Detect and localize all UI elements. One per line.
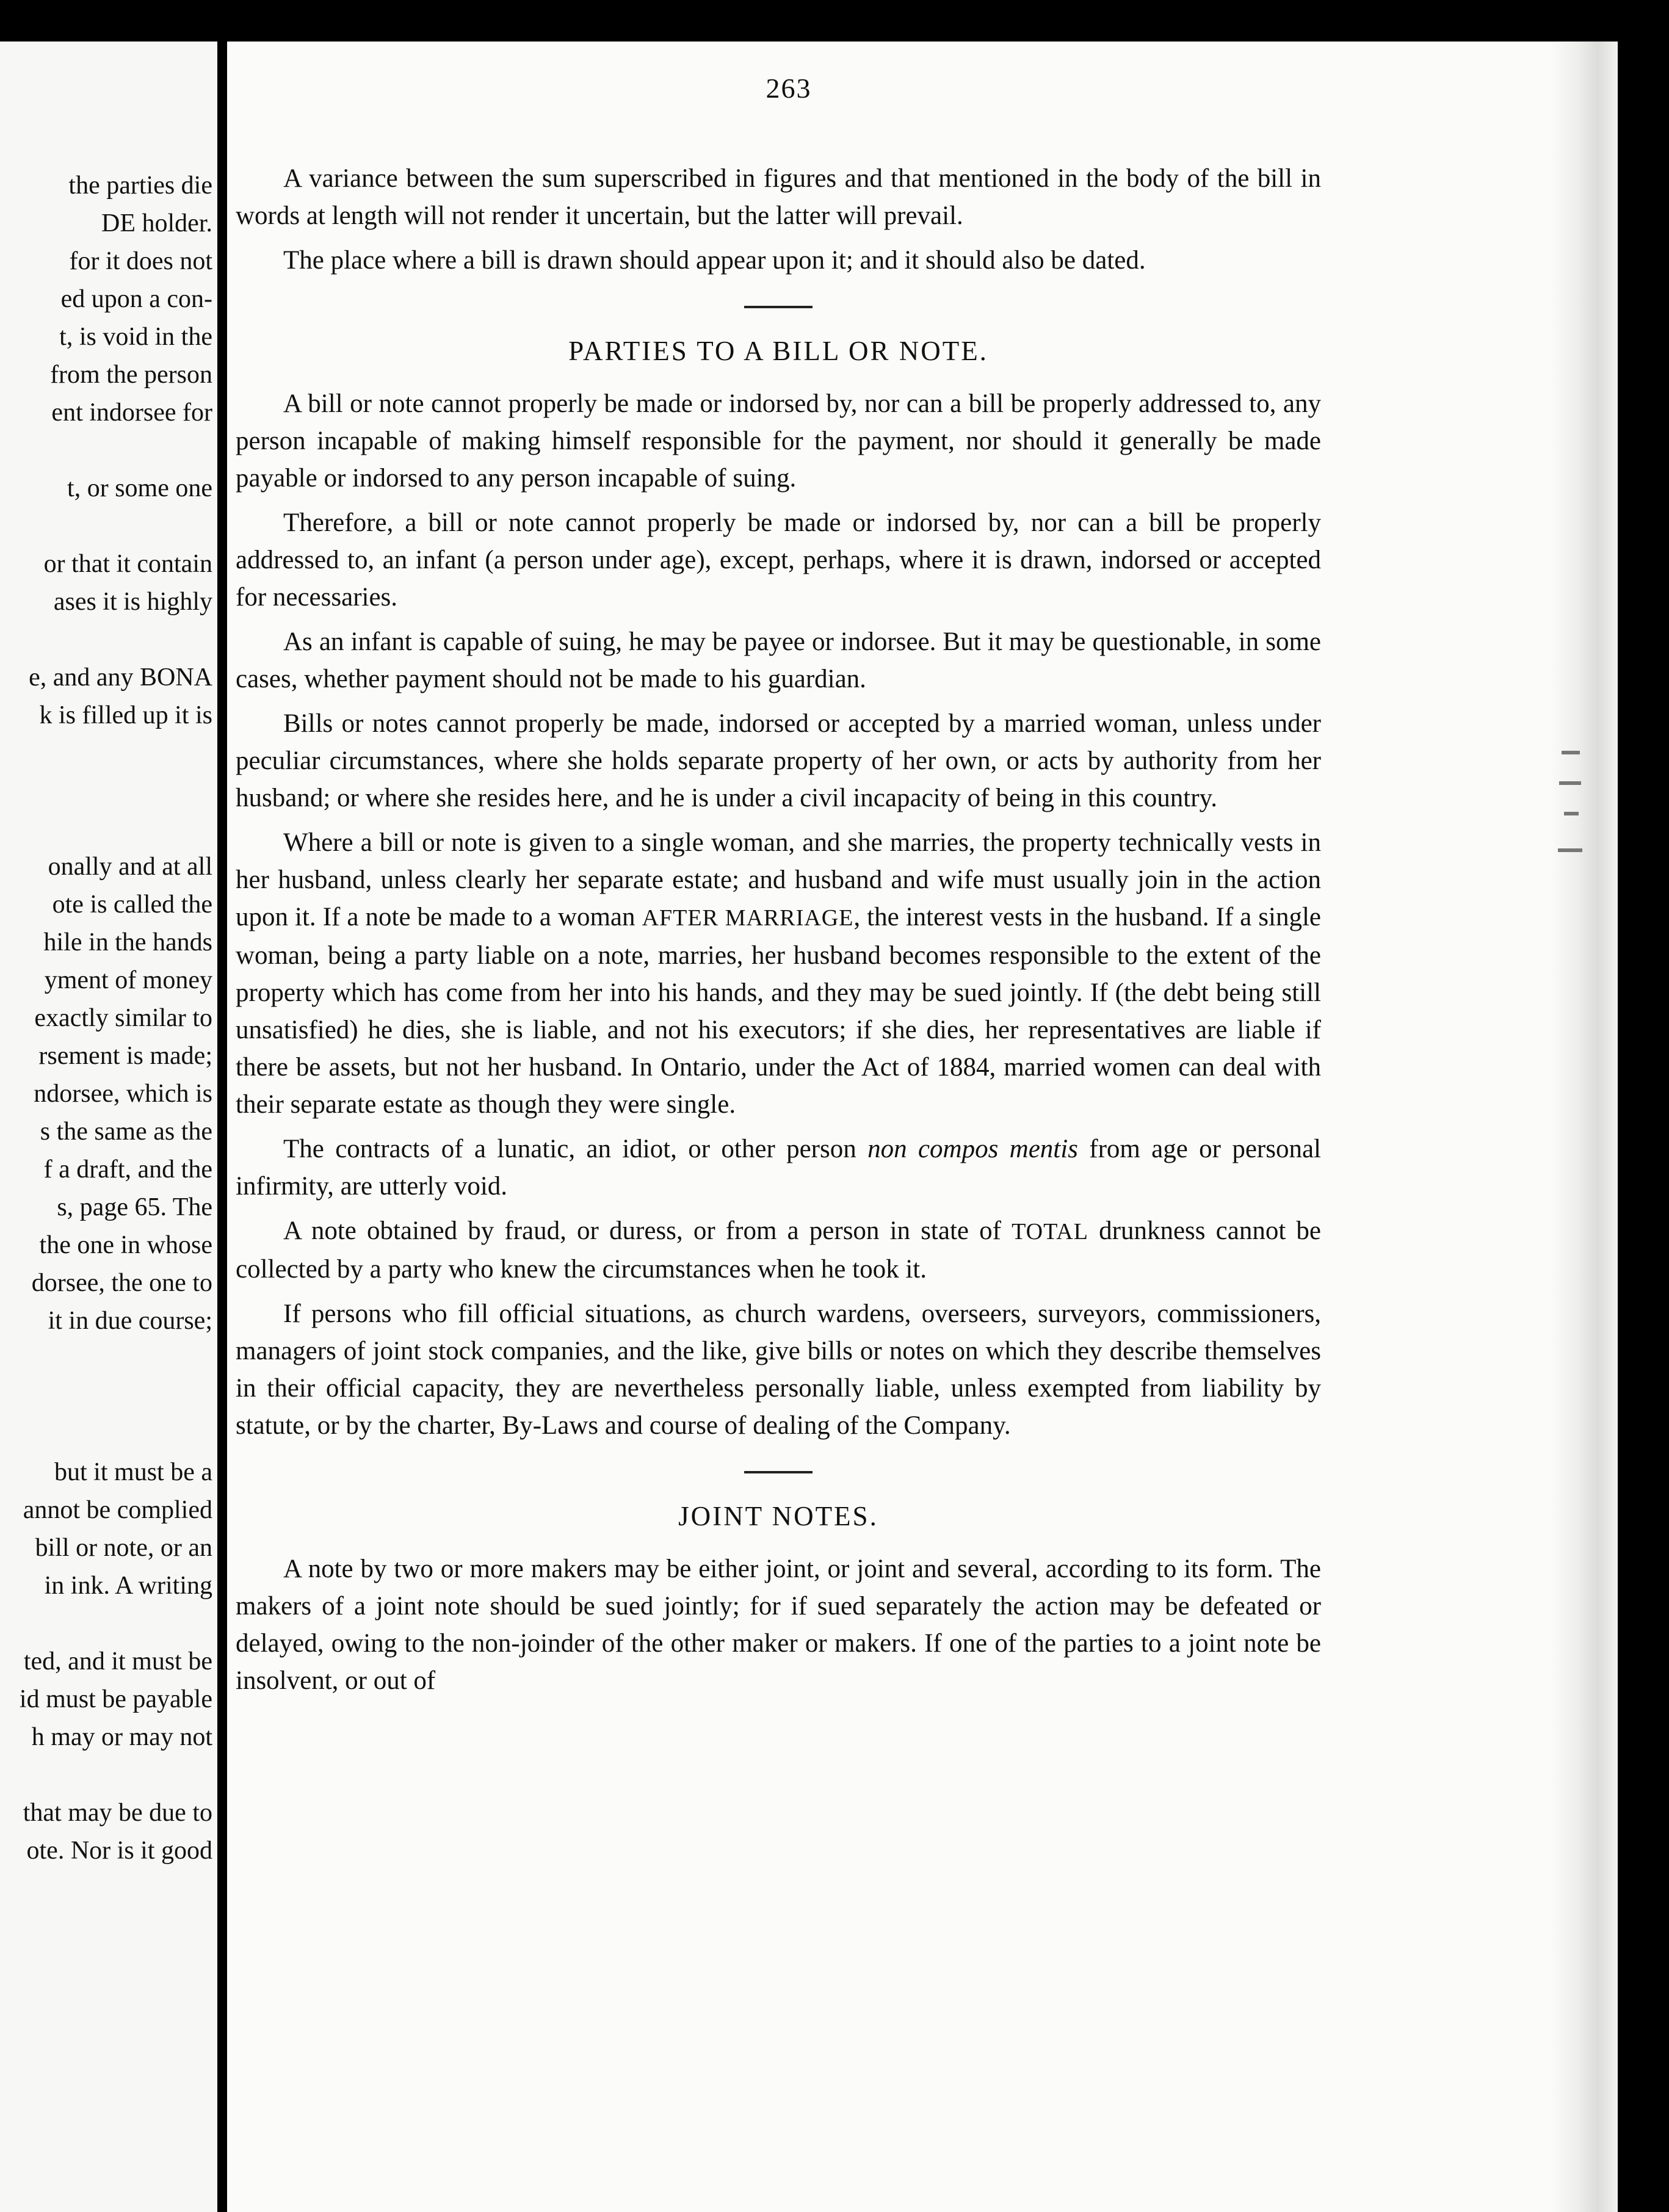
left-page-line: t, or some one <box>67 474 212 502</box>
section-divider <box>744 306 813 308</box>
left-page-line: dorsee, the one to <box>31 1269 212 1297</box>
left-page-fragment <box>0 42 217 2212</box>
page-number: 263 <box>766 73 812 104</box>
book-gutter <box>217 0 227 2212</box>
section-heading-joint-notes: JOINT NOTES. <box>678 1501 878 1531</box>
small-caps-total: TOTAL <box>1012 1219 1088 1245</box>
paragraph-infant: Therefore, a bill or note cannot properly be made or indorsed by, nor can a bill be properly addressed to, an infant (a person under age), except, perhaps, where it is drawn, indorsed or accepted for necessaries. <box>236 508 1321 612</box>
left-page-line: for it does not <box>69 247 212 275</box>
left-page-line: DE holder. <box>101 209 212 237</box>
left-page-line: ndorsee, which is <box>34 1080 212 1108</box>
left-page-line: annot be complied <box>23 1496 212 1524</box>
paragraph-lunatic: The contracts of a lunatic, an idiot, or other person non compos mentis from age or personal infirmity, are utterly void. <box>236 1135 1322 1201</box>
left-page-line: that may be due to <box>23 1799 212 1827</box>
left-page-line: yment of money <box>44 966 212 994</box>
small-caps-after-marriage: AFTER MARRIAGE <box>642 905 854 931</box>
section-divider <box>744 1471 813 1473</box>
paragraph-official-persons: If persons who fill official situations, as church wardens, overseers, surveyors, commissioners, managers of joint stock companies, and the like, give bills or notes on which they describe themselves in their official capacity, they are nevertheless personally liable, unless exempted from liability by statute, or by the charter, By-Laws and course of dealing of the Company. <box>236 1299 1321 1440</box>
margin-marks <box>1555 751 1592 897</box>
paragraph-joint-notes: A note by two or more makers may be either joint, or joint and several, according to its form. The makers of a joint note should be sued jointly; for if sued separately the action may be defeated or delayed, owing to the non-joinder of the other maker or makers. If one of the parties to a joint note be insolvent, or out of <box>236 1555 1321 1695</box>
left-page-line: id must be payable <box>19 1685 212 1713</box>
left-page-line: t, is void in the <box>59 323 212 351</box>
left-page-line: from the person <box>50 361 212 389</box>
left-page-line: in ink. A writing <box>44 1572 212 1600</box>
left-page-line: ted, and it must be <box>23 1647 212 1675</box>
left-page-line: the one in whose <box>39 1231 212 1259</box>
left-page-line: ases it is highly <box>53 588 212 616</box>
left-page-line: but it must be a <box>54 1458 212 1486</box>
left-page-line: f a draft, and the <box>43 1155 212 1184</box>
scan-border <box>1618 0 1669 2212</box>
left-page-line: h may or may not <box>31 1723 212 1751</box>
left-page-line: e, and any BONA <box>29 663 212 692</box>
left-page-line: ed upon a con- <box>60 285 212 313</box>
left-page-line: hile in the hands <box>43 928 212 956</box>
section-heading-parties: PARTIES TO A BILL OR NOTE. <box>568 336 988 366</box>
left-page-line: ent indorsee for <box>51 399 212 427</box>
paragraph-incapable-persons: A bill or note cannot properly be made or indorsed by, nor can a bill be properly addressed to, any person incapable of making himself responsible for the payment, nor should it generally be made payable or indorsed to any person incapable of suing. <box>236 389 1321 493</box>
left-page-line: k is filled up it is <box>39 701 212 729</box>
paragraph-variance: A variance between the sum superscribed in figures and that mentioned in the body of the bill in words at length will not render it uncertain, but the latter will prevail. <box>236 164 1321 230</box>
left-page-line: s, page 65. The <box>57 1193 212 1221</box>
left-page-line: exactly similar to <box>34 1004 212 1032</box>
paragraph-fraud: A note obtained by fraud, or duress, or from a person in state of TOTAL drunkness cannot be collected by a party who knew the circumstances when he took it. <box>236 1216 1322 1284</box>
left-page-line: ote is called the <box>52 891 212 919</box>
left-page-line: or that it contain <box>43 550 212 578</box>
left-page-line: onally and at all <box>48 853 212 881</box>
page-edge <box>1551 42 1618 2212</box>
paragraph-married-woman: Bills or notes cannot properly be made, indorsed or accepted by a married woman, unless under peculiar circumstances, where she holds separate property of her own, or acts by authority from her husband; or where she resides here, and he is under a civil incapacity of being in this country. <box>236 709 1321 812</box>
paragraph-place-drawn: The place where a bill is drawn should appear upon it; and it should also be dated. <box>283 246 1146 275</box>
italic-non-compos-mentis: non compos mentis <box>867 1135 1078 1163</box>
left-page-line: rsement is made; <box>38 1042 212 1070</box>
left-page-line: it in due course; <box>48 1307 212 1335</box>
paragraph-single-woman: Where a bill or note is given to a single woman, and she marries, the property technically vests in her husband, unless clearly her separate estate; and husband and wife must usually join in the action upon it. If a note be made to a woman AFTER MARRIAGE, the interest vests in the husband. If a single woman, being a party liable on a note, marries, her husband becomes responsible to the extent of the property which has come from her into his hands, and they may be sued jointly. If (the debt being still unsatisfied) he dies, she is liable, and not his executors; if she dies, her representatives are liable if there be assets, but not her husband. In Ontario, under the Act of 1884, married women can deal with their separate estate as though they were single. <box>236 828 1321 1119</box>
paragraph-infant-suing: As an infant is capable of suing, he may be payee or indorsee. But it may be questionable, in some cases, whether payment should not be made to his guardian. <box>236 627 1321 693</box>
left-page-line: the parties die <box>68 172 212 200</box>
left-page-line: bill or note, or an <box>35 1534 212 1562</box>
left-page-line: s the same as the <box>40 1118 212 1146</box>
left-page-line: ote. Nor is it good <box>26 1837 212 1865</box>
main-text-column <box>236 160 1321 1699</box>
